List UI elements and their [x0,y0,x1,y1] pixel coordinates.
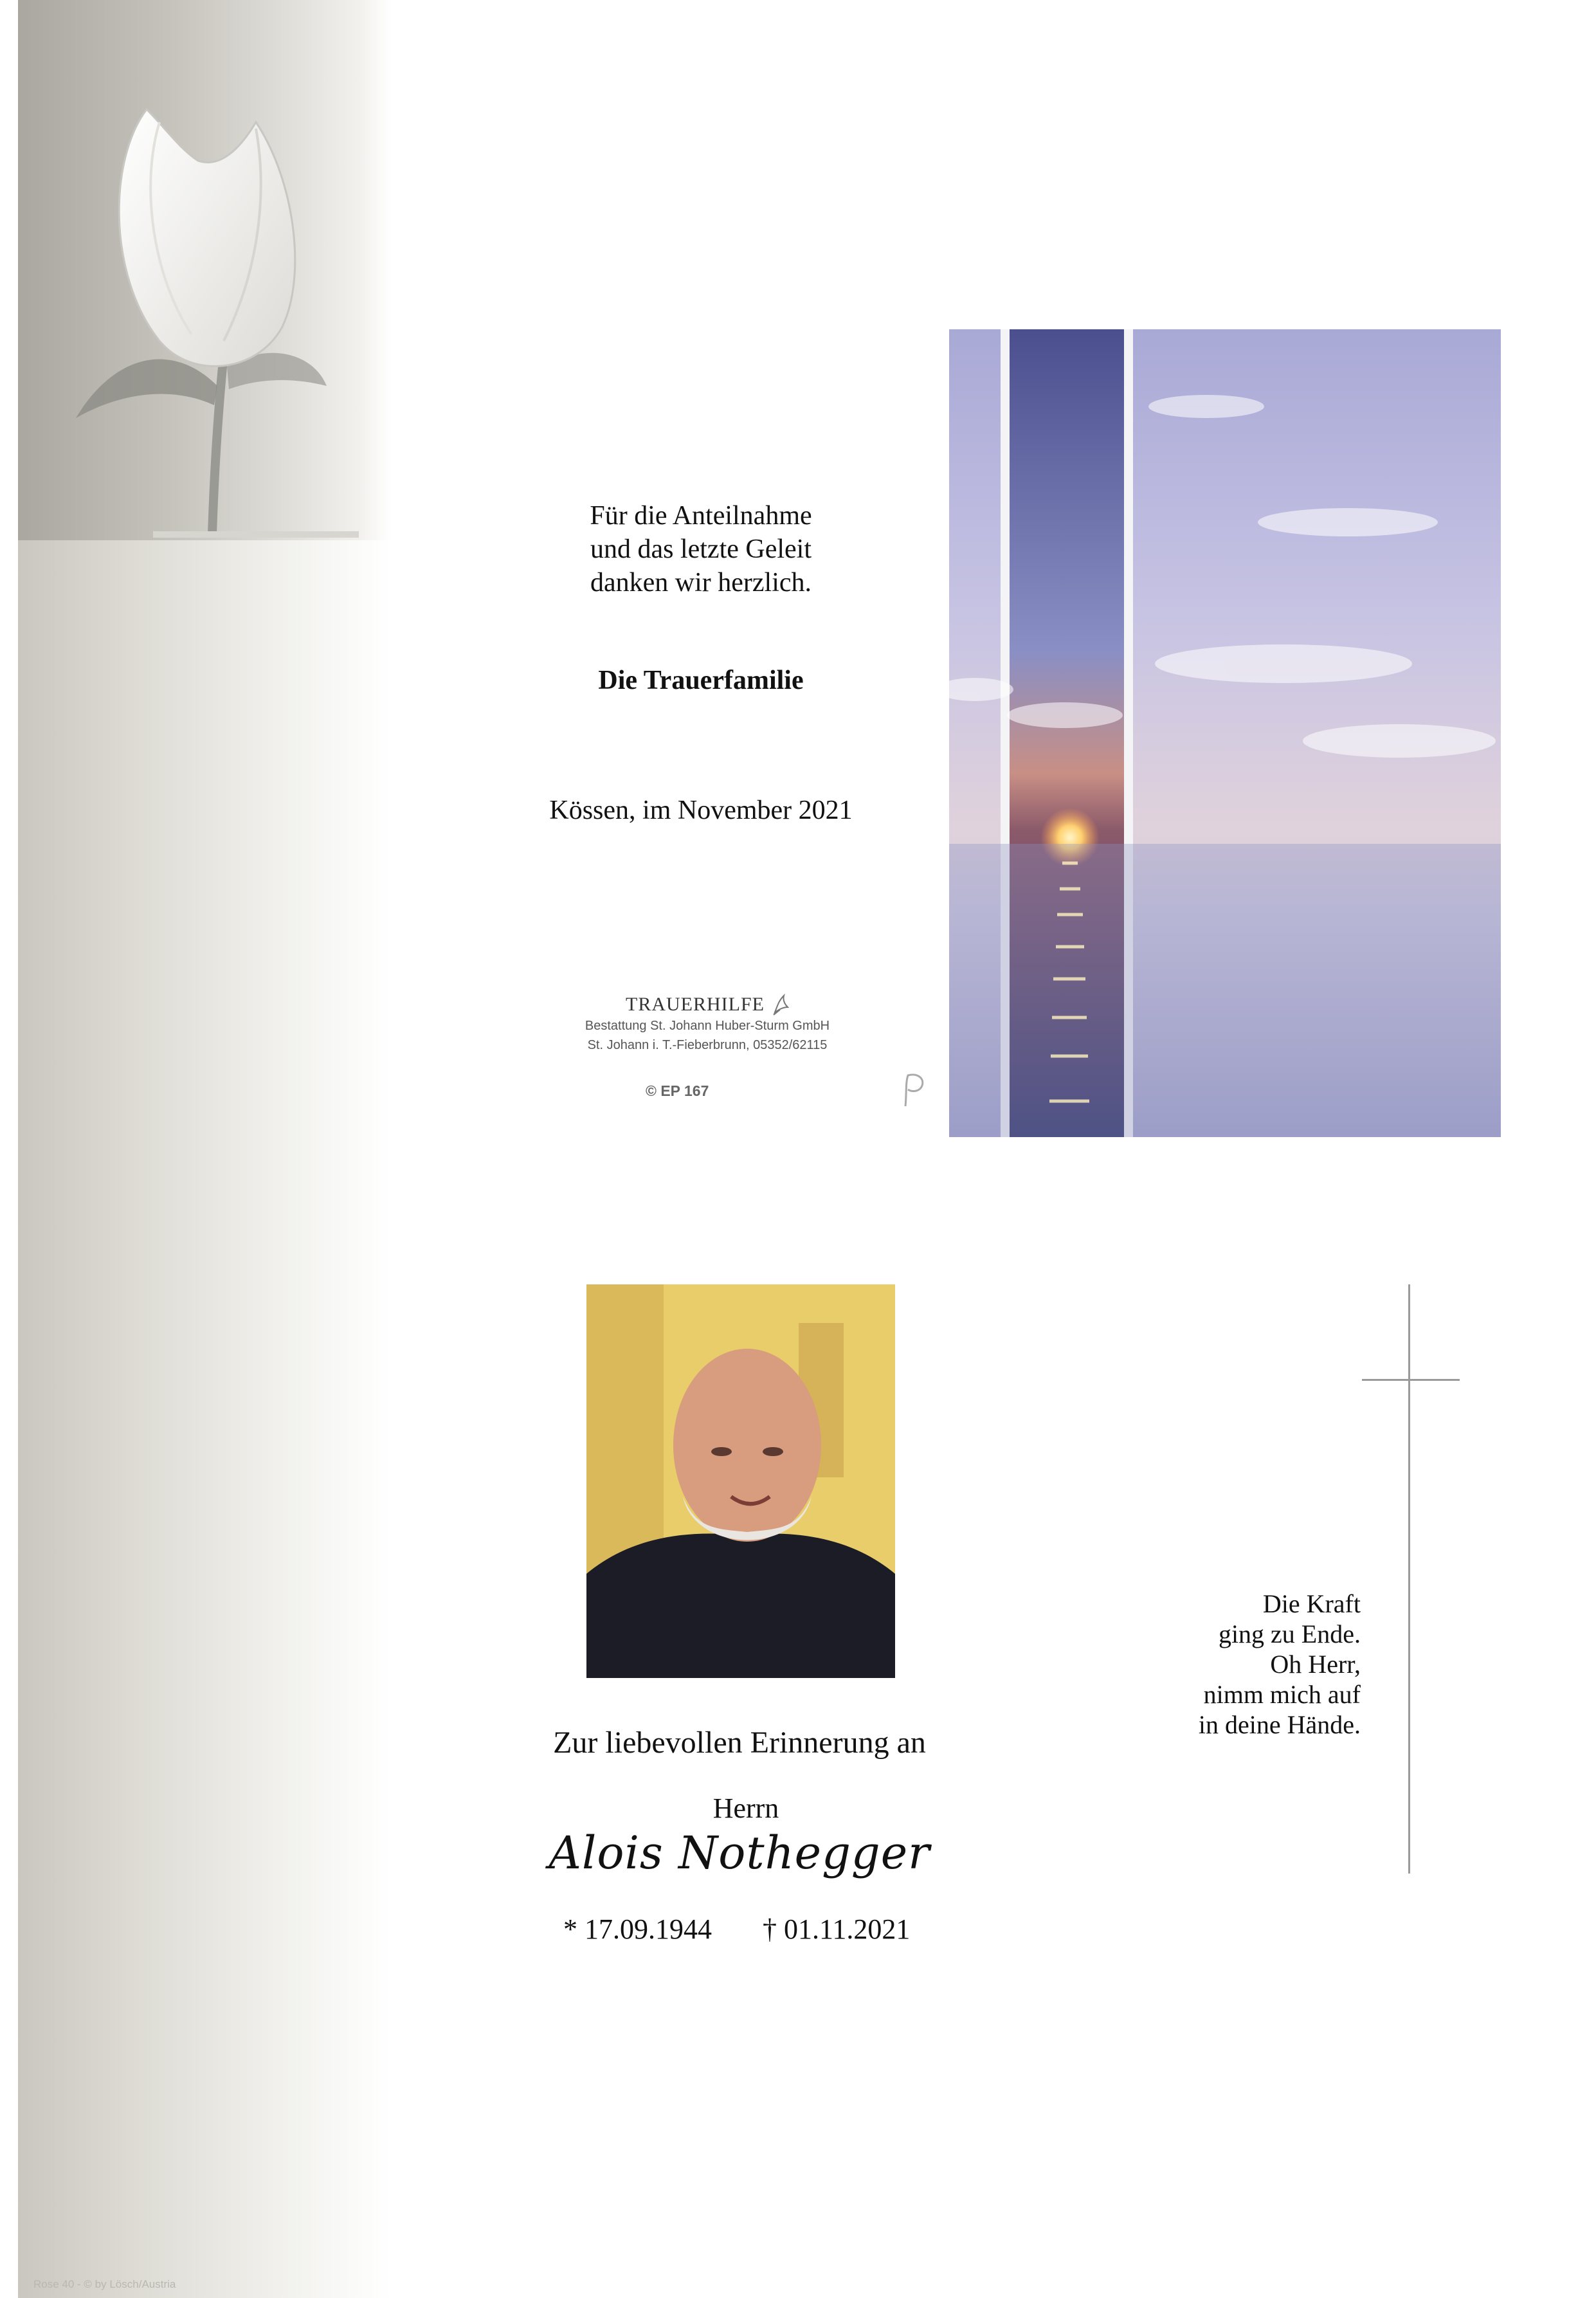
salutation: Herrn [712,1792,779,1824]
mourning-family: Die Trauerfamilie [598,666,804,695]
undertaker-block [553,993,862,1055]
remembrance-line: Zur liebevollen Erinnerung an [553,1726,926,1760]
undertaker-line-2: St. Johann i. T.-Fieberbrunn, 05352/62115 [587,1038,828,1052]
undertaker-brand-label: TRAUERHILFE [626,994,765,1015]
shelf-line [153,531,359,538]
image-credit: Rose 40 - © by Lösch/Austria [33,2278,176,2290]
thanks-line-2: und das letzte Geleit [590,534,812,564]
p-logo-icon [899,1071,927,1108]
cross-horizontal-bar [1362,1379,1460,1381]
place-and-date: Kössen, im November 2021 [549,796,853,825]
deceased-name: Alois Nothegger [549,1827,930,1879]
verse-line-1: Die Kraft [1262,1589,1361,1618]
thanks-line-1: Für die Anteilnahme [590,501,812,531]
thanks-text [553,499,849,599]
copyright-code: © EP 167 [646,1082,709,1099]
verse [1106,1589,1361,1740]
verse-line-5: in deine Hände. [1198,1710,1361,1739]
portrait-photo [586,1284,895,1678]
cross-vertical-bar [1408,1284,1410,1874]
dove-icon [771,993,789,1016]
thanks-line-3: danken wir herzlich. [590,568,812,597]
undertaker-brand [626,993,789,1016]
verse-line-2: ging zu Ende. [1218,1619,1361,1648]
white-rose-image [63,84,333,534]
verse-line-3: Oh Herr, [1270,1650,1361,1679]
verse-line-4: nimm mich auf [1203,1680,1361,1709]
death-date: † 01.11.2021 [763,1913,911,1945]
undertaker-line-1: Bestattung St. Johann Huber-Sturm GmbH [585,1019,830,1033]
rose-panel [18,0,391,540]
birth-date: * 17.09.1944 [563,1913,712,1945]
sunset-sea-image [949,329,1501,1137]
